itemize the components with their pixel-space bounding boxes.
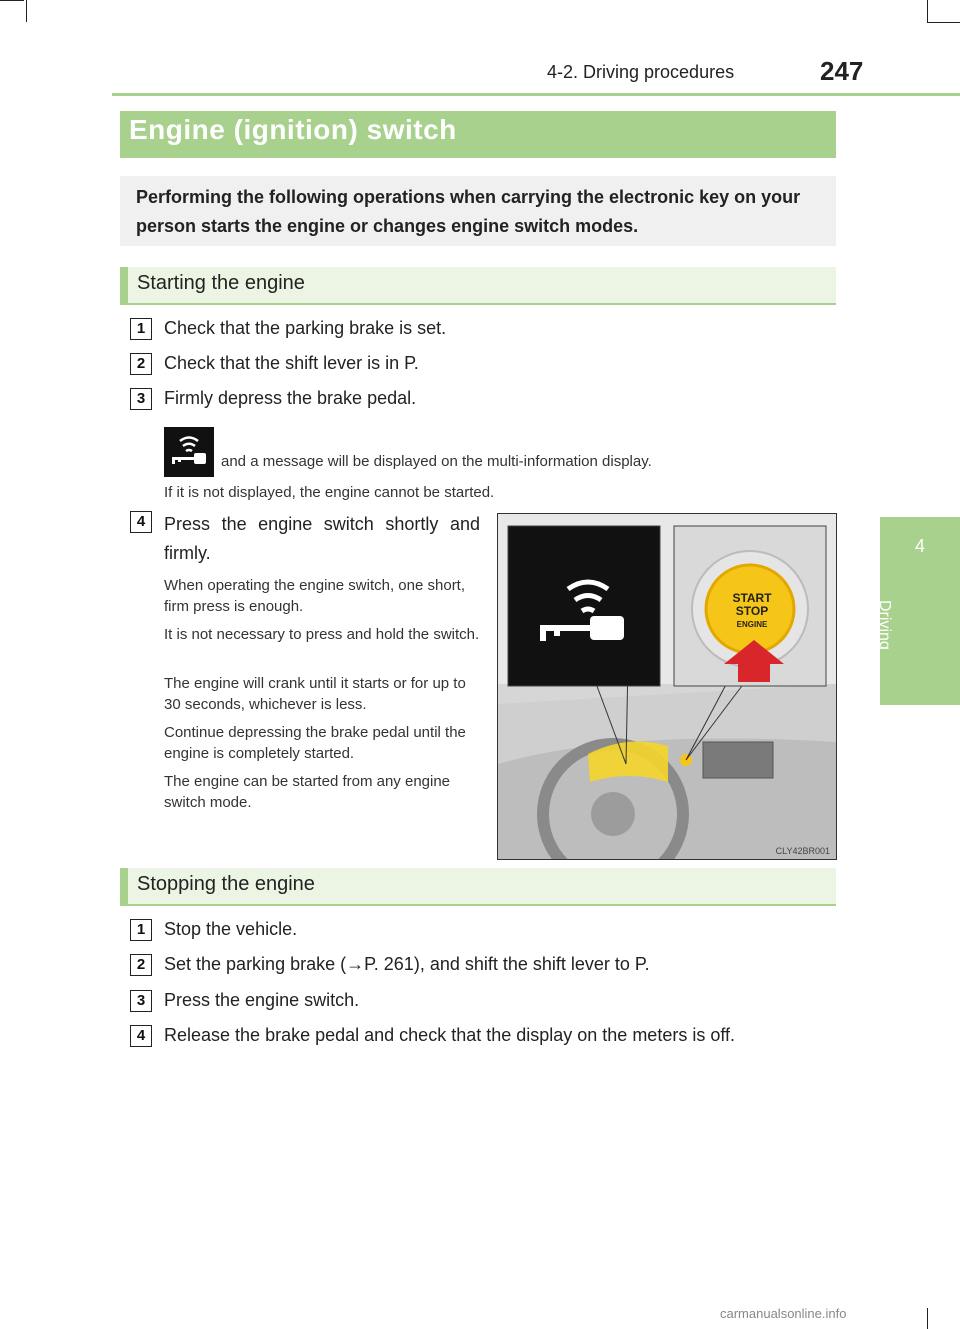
step-number: 3 (130, 388, 152, 410)
start-stop-button-label (706, 592, 798, 631)
header-rule (112, 93, 960, 96)
step-number: 2 (130, 353, 152, 375)
section-header: 4-2. Driving procedures (547, 62, 735, 82)
step-number: 1 (130, 919, 152, 941)
not-displayed-note: If it is not displayed, the engine cannot be started. (164, 484, 495, 501)
step-text: Check that the parking brake is set. (164, 318, 447, 338)
step-text: Firmly depress the brake pedal. (164, 388, 417, 408)
step-text: Press the engine switch. (164, 990, 360, 1010)
step-number: 4 (130, 511, 152, 533)
step-number: 2 (130, 954, 152, 976)
crop-mark (927, 22, 960, 23)
section-heading-text: Starting the engine (137, 272, 305, 294)
step-text: Check that the shift lever is in P. (164, 353, 419, 373)
step-text: Press the engine switch shortly and firmly. (164, 514, 480, 563)
crop-mark (927, 0, 928, 22)
section-heading-stopping (120, 868, 836, 906)
key-indicator-icon (164, 427, 214, 477)
step-note: When operating the engine switch, one short, firm press is enough. (164, 577, 466, 615)
indicator-note: and a message will be displayed on the multi-information display. (221, 453, 652, 470)
step-note: The engine can be started from any engine switch mode. (164, 773, 451, 811)
crop-mark (927, 1308, 928, 1329)
section-bar (120, 267, 128, 303)
chapter-label: Driving (876, 600, 893, 650)
footer-watermark: carmanualsonline.info (720, 1306, 847, 1321)
chapter-number: 4 (914, 536, 925, 556)
crop-mark (26, 0, 27, 22)
button-line: STOP (735, 604, 769, 618)
step-note: Continue depressing the brake pedal until the engine is completely started. (164, 724, 466, 762)
button-line: ENGINE (736, 620, 768, 629)
section-heading-starting (120, 267, 836, 305)
section-heading-text: Stopping the engine (137, 873, 315, 895)
engine-switch-illustration (497, 513, 837, 860)
intro-text: Performing the following operations when carrying the electronic key on your person starts the engine or changes engine switch modes. (136, 187, 801, 236)
dashboard-drawing (498, 514, 836, 859)
section-bar (120, 868, 128, 904)
step-text: Release the brake pedal and check that the display on the meters is off. (164, 1025, 736, 1045)
page-title: Engine (ignition) switch (129, 114, 457, 145)
crop-mark (0, 0, 24, 1)
page-number: 247 (820, 56, 864, 86)
step-text: Stop the vehicle. (164, 919, 298, 939)
step-number: 3 (130, 990, 152, 1012)
step-note: The engine will crank until it starts or for up to 30 seconds, whichever is less. (164, 675, 466, 713)
figure-code: CLY42BR001 (775, 846, 830, 856)
step-note: It is not necessary to press and hold the switch. (164, 626, 480, 643)
step-number: 4 (130, 1025, 152, 1047)
step-number: 1 (130, 318, 152, 340)
step-text: Set the parking brake (→P. 261), and shift the shift lever to P. (164, 954, 650, 974)
button-line: START (732, 591, 772, 605)
